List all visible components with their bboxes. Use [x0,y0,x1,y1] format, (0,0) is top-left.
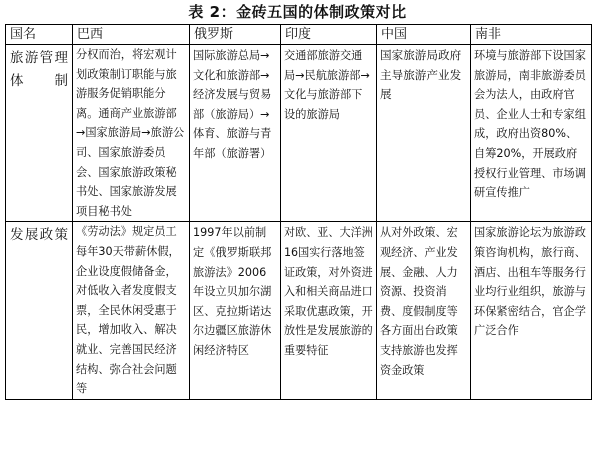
cell-russia-management: 国际旅游总局→文化和旅游部→经济发展与贸易部（旅游局）→体育、旅游与青年部（旅游署） [190,45,281,222]
table-title: 表 2：金砖五国的体制政策对比 [188,3,407,21]
header-row [6,25,592,45]
cell-china-policy: 从对外政策、宏观经济、产业发展、金融、人力资源、投资消费、度假制度等各方面出台政策支持旅游也发挥资金政策 [377,222,471,399]
row-label-management: 旅游管理体制 [6,45,73,222]
header-india: 印度 [281,25,377,45]
header-south-africa: 南非 [471,25,592,45]
cell-brazil-policy: 《劳动法》规定员工每年30天带薪休假，企业设度假储备金，对低收入者发度假支票，全民休闲受惠于民，增加收入、解决就业、完善国民经济结构、弥合社会问题等 [73,222,190,399]
cell-brazil-management: 分权而治，将宏观计划政策制订职能与旅游服务促销职能分离。通商产业旅游部→国家旅游局→旅游公司、国家旅游委员会、国家旅游政策秘书处、国家旅游发展项目秘书处 [73,45,190,222]
comparison-table [5,24,592,400]
header-china: 中国 [377,25,471,45]
cell-india-management: 交通部旅游交通局→民航旅游部→文化与旅游部下设的旅游局 [281,45,377,222]
cell-south-africa-management: 环境与旅游部下设国家旅游局，南非旅游委员会为法人，由政府官员、企业人士和专家组成，政府出资80%、自筹20%，开展政府授权行业管理、市场调研宣传推广 [471,45,592,222]
table-row [6,222,592,399]
cell-russia-policy: 1997年以前制定《俄罗斯联邦旅游法》2006年设立贝加尔湖区、克拉斯诺达尔边疆区旅游休闲经济特区 [190,222,281,399]
header-russia: 俄罗斯 [190,25,281,45]
table-row [6,45,592,222]
cell-south-africa-policy: 国家旅游论坛为旅游政策咨询机构，旅行商、酒店、出租车等服务行业均行业组织，旅游与环保紧密结合，官企学广泛合作 [471,222,592,399]
cell-china-management: 国家旅游局政府主导旅游产业发展 [377,45,471,222]
header-country: 国名 [6,25,73,45]
header-brazil: 巴西 [73,25,190,45]
row-label-policy: 发展政策 [6,222,73,399]
cell-india-policy: 对欧、亚、大洋洲16国实行落地签证政策，对外资进入和相关商品进口采取优惠政策，开放性是发展旅游的重要特征 [281,222,377,399]
